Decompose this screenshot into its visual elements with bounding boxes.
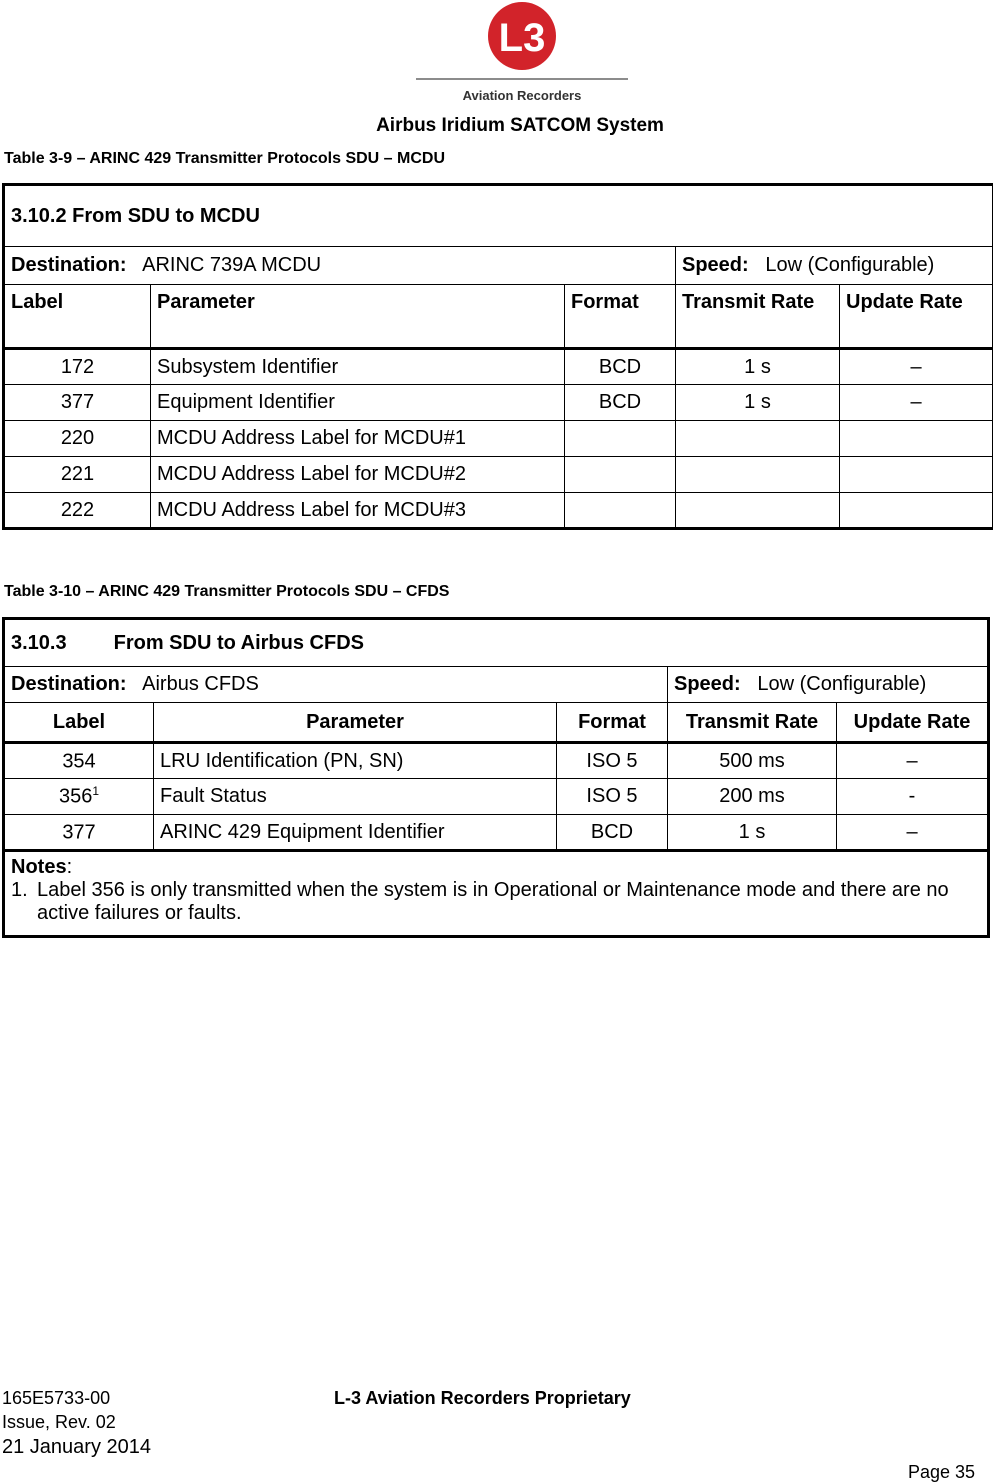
destination-label: Destination: (11, 254, 127, 276)
footer-date: 21 January 2014 (2, 1436, 152, 1458)
column-header: Format (565, 285, 676, 349)
cell-format: BCD (565, 349, 676, 385)
destination-cell (4, 667, 668, 703)
cell-format (565, 493, 676, 529)
table-row (4, 493, 993, 529)
column-header: Parameter (151, 285, 565, 349)
cell-format: BCD (565, 385, 676, 421)
cell-parameter: ARINC 429 Equipment Identifier (154, 815, 557, 851)
cell-format: ISO 5 (557, 743, 668, 779)
table-row (4, 779, 989, 815)
footer-proprietary: L-3 Aviation Recorders Proprietary (334, 1388, 631, 1408)
svg-text:L3: L3 (498, 16, 546, 60)
column-header: Update Rate (840, 285, 993, 349)
table1-caption: Table 3-9 – ARINC 429 Transmitter Protocols SDU – MCDU (4, 150, 445, 167)
cell-update-rate: – (840, 349, 993, 385)
column-header: Label (4, 285, 151, 349)
cell-transmit-rate: 1 s (668, 815, 837, 851)
cell-update-rate: – (840, 385, 993, 421)
note-number: 1. (11, 879, 28, 901)
cell-transmit-rate: 1 s (676, 385, 840, 421)
cell-format (565, 457, 676, 493)
section-number: 3.10.3 (11, 631, 67, 654)
cell-transmit-rate: 200 ms (668, 779, 837, 815)
cell-label-text: 354 (62, 750, 96, 773)
speed-cell (668, 667, 989, 703)
footer-doc-number: 165E5733-00 (2, 1388, 111, 1408)
column-header: Transmit Rate (676, 285, 840, 349)
notes-colon: : (66, 856, 73, 878)
speed-label: Speed: (682, 254, 749, 276)
note-text: Label 356 is only transmitted when the system is in Operational or Maintenance mode and there are no active failures or faults. (37, 879, 949, 924)
column-header: Transmit Rate (668, 703, 837, 743)
table-row (4, 743, 989, 779)
cell-update-rate: – (837, 815, 989, 851)
section-title-text: From SDU to Airbus CFDS (113, 631, 364, 654)
cell-label: 222 (4, 493, 151, 529)
logo-subtitle: Aviation Recorders (462, 88, 582, 103)
table-row (4, 385, 993, 421)
cell-transmit-rate: 500 ms (668, 743, 837, 779)
cell-update-rate (840, 493, 993, 529)
cell-label (4, 743, 154, 779)
section-title: 3.10.2 From SDU to MCDU (4, 185, 993, 247)
destination-cell (4, 247, 676, 285)
notes-row (4, 851, 989, 937)
speed-cell (676, 247, 993, 285)
column-header: Update Rate (837, 703, 989, 743)
footnote-ref: 1 (92, 784, 100, 799)
notes-heading (11, 856, 981, 879)
table-row (4, 349, 993, 385)
cell-format: ISO 5 (557, 779, 668, 815)
system-title: Airbus Iridium SATCOM System (376, 115, 664, 136)
section-title (4, 619, 989, 667)
cell-parameter: MCDU Address Label for MCDU#2 (151, 457, 565, 493)
table-row (4, 815, 989, 851)
cell-parameter: MCDU Address Label for MCDU#1 (151, 421, 565, 457)
notes-label: Notes (11, 856, 67, 878)
cell-label-text: 356 (58, 785, 93, 808)
cell-update-rate (840, 421, 993, 457)
cell-label (4, 815, 154, 851)
table2-title-row (4, 619, 989, 667)
column-header: Parameter (154, 703, 557, 743)
cell-parameter: Equipment Identifier (151, 385, 565, 421)
cell-label (4, 779, 154, 815)
cell-transmit-rate (676, 421, 840, 457)
notes-cell (4, 851, 989, 937)
cell-parameter: Fault Status (154, 779, 557, 815)
cell-label-text: 377 (62, 821, 96, 844)
cell-update-rate: – (837, 743, 989, 779)
footer-page-number: Page 35 (907, 1462, 975, 1482)
cell-transmit-rate (676, 493, 840, 529)
destination-row (4, 667, 989, 703)
cell-transmit-rate (676, 457, 840, 493)
cell-label: 221 (4, 457, 151, 493)
note-item (11, 879, 981, 925)
cell-parameter: Subsystem Identifier (151, 349, 565, 385)
header (0, 0, 993, 110)
table2-caption: Table 3-10 – ARINC 429 Transmitter Protocols SDU – CFDS (4, 583, 450, 600)
speed-value: Low (Configurable) (765, 254, 935, 276)
cell-parameter: MCDU Address Label for MCDU#3 (151, 493, 565, 529)
footer-issue: Issue, Rev. 02 (2, 1412, 116, 1432)
l3-logo-icon (416, 0, 628, 86)
column-header: Label (4, 703, 154, 743)
column-header: Format (557, 703, 668, 743)
cell-format: BCD (557, 815, 668, 851)
destination-label: Destination: (11, 673, 127, 695)
table1-title-row (4, 185, 993, 247)
speed-value: Low (Configurable) (757, 673, 927, 695)
table1 (2, 183, 993, 530)
cell-transmit-rate: 1 s (676, 349, 840, 385)
speed-label: Speed: (674, 673, 741, 695)
destination-row (4, 247, 993, 285)
table-header-row (4, 285, 993, 349)
cell-format (565, 421, 676, 457)
table-row (4, 421, 993, 457)
destination-value: Airbus CFDS (142, 673, 259, 695)
cell-label: 220 (4, 421, 151, 457)
cell-update-rate: - (837, 779, 989, 815)
table-row (4, 457, 993, 493)
cell-update-rate (840, 457, 993, 493)
cell-parameter: LRU Identification (PN, SN) (154, 743, 557, 779)
table-header-row (4, 703, 989, 743)
table2 (2, 617, 990, 938)
cell-label: 377 (4, 385, 151, 421)
cell-label: 172 (4, 349, 151, 385)
destination-value: ARINC 739A MCDU (142, 254, 322, 276)
